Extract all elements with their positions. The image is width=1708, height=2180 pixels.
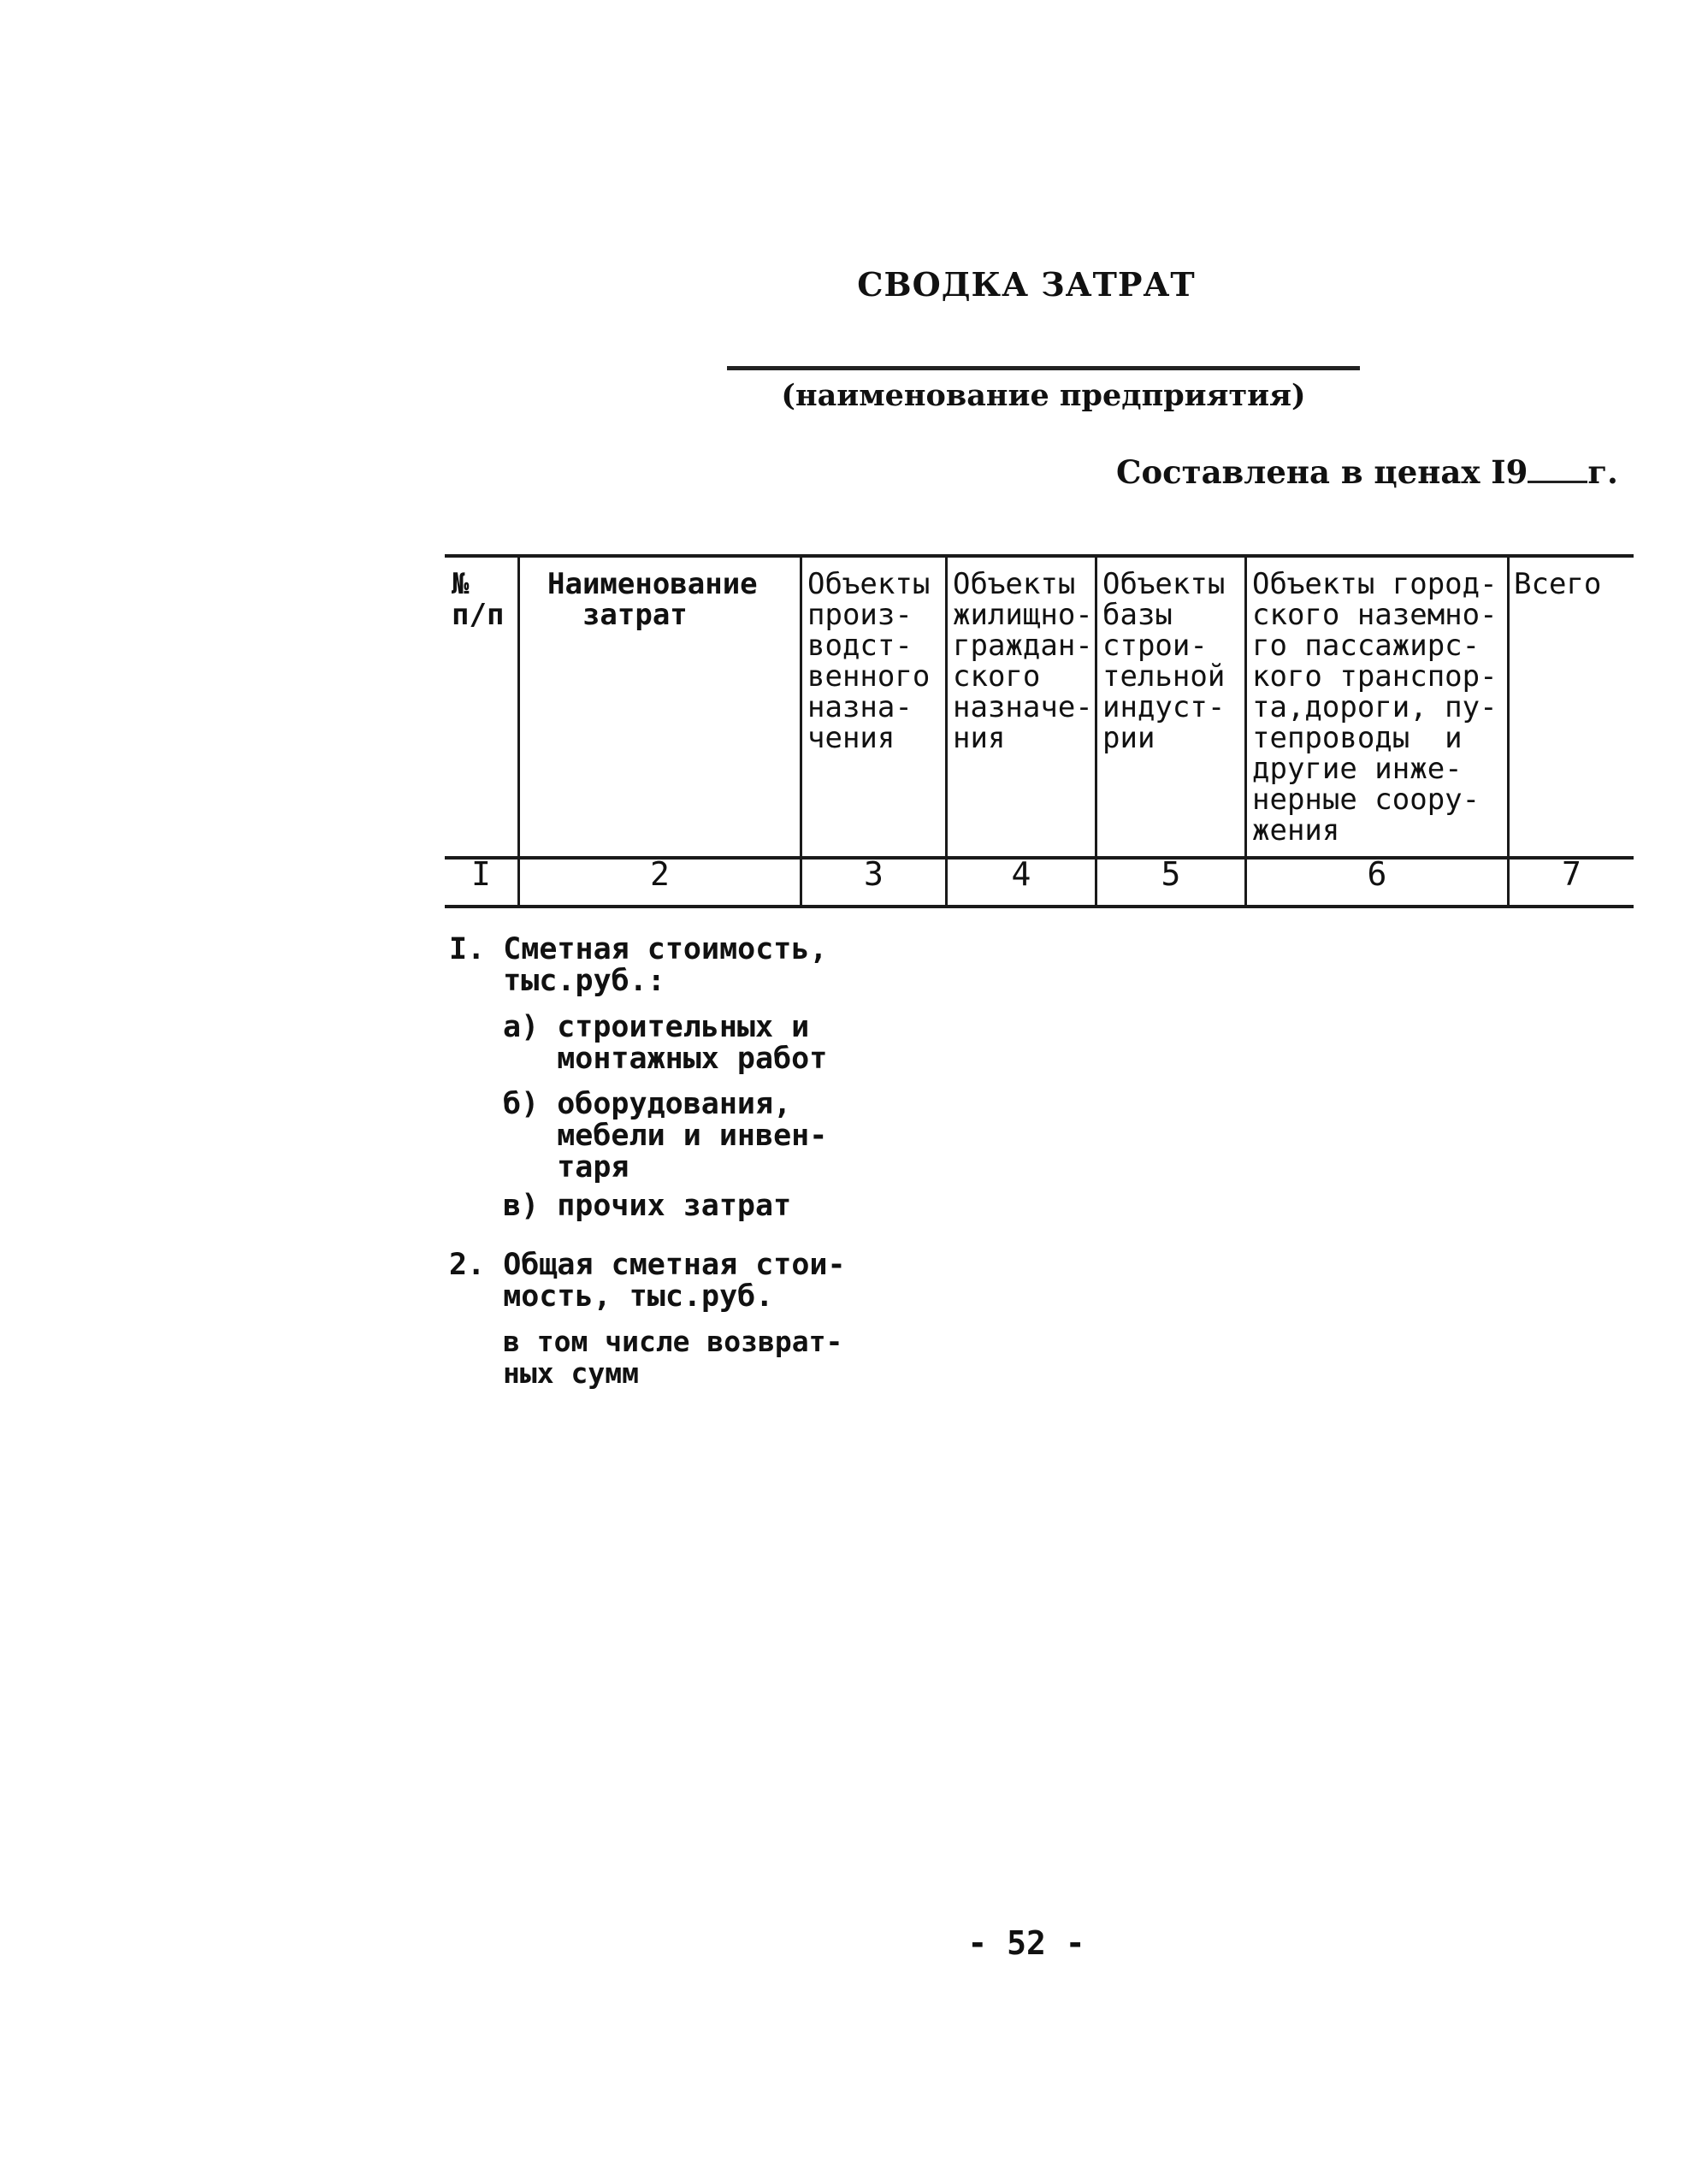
page-number: - 52 - (967, 1924, 1085, 1962)
header-transport-objects: Объекты город- ского наземно- го пассажирс- кого транспор- та,дороги, пу- тепроводы и другие инже- нерные соору- жения (1252, 567, 1498, 848)
column-divider (1507, 558, 1510, 905)
column-number: 7 (1562, 855, 1581, 893)
column-divider (800, 558, 802, 905)
column-divider (517, 558, 520, 905)
column-divider (1244, 558, 1247, 905)
header-number: № п/п (452, 567, 505, 632)
year-blank (1528, 457, 1587, 483)
organization-name-line (727, 366, 1360, 370)
table-top-rule (445, 554, 1634, 558)
column-number: 4 (1011, 855, 1031, 893)
header-total: Всего (1514, 567, 1602, 601)
item-refundable-sums: в том числе возврат- ных сумм (503, 1325, 843, 1390)
item-other-costs: в) прочих затрат (503, 1189, 792, 1223)
item-construction-works: а) строительных и монтажных работ (503, 1010, 828, 1076)
header-housing-objects: Объекты жилищно- граждан- ского назначе- ния (953, 567, 1093, 755)
prices-suffix: г. (1587, 453, 1618, 491)
column-number: I (471, 855, 491, 893)
header-cost-name: Наименование затрат (547, 567, 758, 632)
column-divider (945, 558, 948, 905)
document-title: СВОДКА ЗАТРАТ (857, 265, 1196, 304)
column-number: 6 (1367, 855, 1387, 893)
column-number: 3 (864, 855, 884, 893)
item-equipment: б) оборудования, мебели и инвен- таря (503, 1087, 828, 1185)
organization-caption: (наименование предприятия) (781, 378, 1306, 413)
column-number: 5 (1161, 855, 1181, 893)
column-number: 2 (650, 855, 670, 893)
item-total-estimated-cost: 2. Общая сметная стои- мость, тыс.руб. (449, 1248, 846, 1314)
header-construction-base-objects: Объекты базы строи- тельной индуст- рии (1102, 567, 1226, 755)
item-estimated-cost: I. Сметная стоимость, тыс.руб.: (449, 932, 828, 998)
table-bottom-rule (445, 905, 1634, 908)
column-divider (1095, 558, 1097, 905)
header-production-objects: Объекты произ- водст- венного назна- чения (807, 567, 931, 755)
prices-note (1116, 453, 1618, 491)
prices-prefix: Составлена в ценах I9 (1116, 453, 1528, 491)
